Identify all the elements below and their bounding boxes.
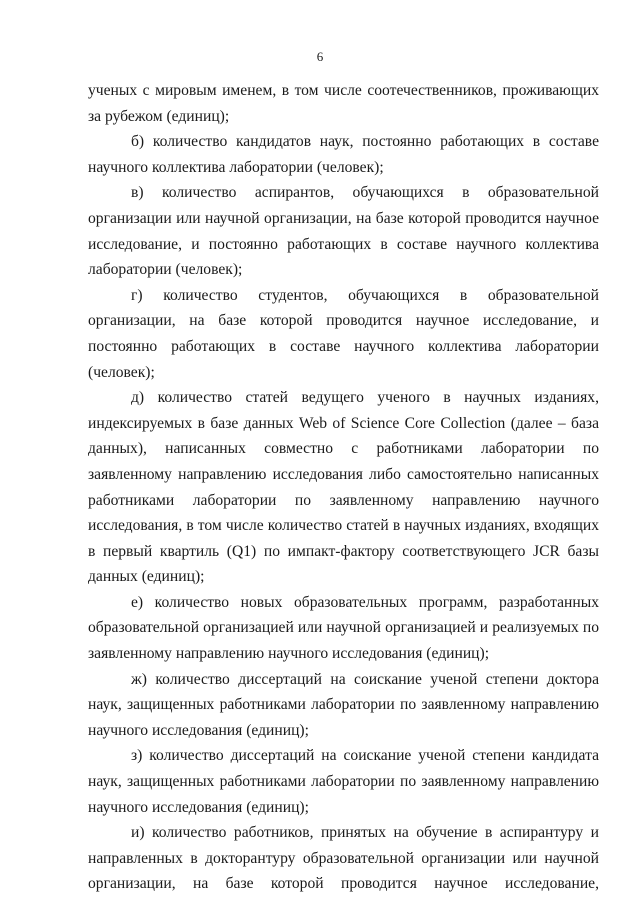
page-number: 6 [316, 49, 324, 64]
paragraph-item-zh: ж) количество диссертаций на соискание ученой степени доктора наук, защищенных работниками лаборатории по заявленному направлению научного исследования (единиц); [88, 670, 599, 739]
paragraph-item-i: и) количество работников, принятых на обучение в аспирантуру и направленных в докторантуру образовательной организации или научной организации, на базе которой проводится научное исследование, [88, 824, 599, 893]
paragraph-continuation: ученых с мировым именем, в том числе соотечественников, проживающих за рубежом (единиц); [88, 82, 599, 125]
paragraph-item-d: д) количество статей ведущего ученого в научных изданиях, индексируемых в базе данных Web of Science Core Collection (далее – база данных), написанных совместно с работниками лаборатории по заявленному направлению исследования либо самостоятельно написанных работниками лаборатории по заявленному направлению научного исследования, в том числе количество статей в научных изданиях, входящих в первый квартиль (Q1) по импакт-фактору соответствующего JCR базы данных (единиц); [88, 389, 599, 586]
document-body [88, 78, 599, 897]
paragraph-item-e: е) количество новых образовательных программ, разработанных образовательной организацией или научной организацией и реализуемых по заявленному направлению научного исследования (единиц); [88, 593, 599, 663]
paragraph-item-g: г) количество студентов, обучающихся в образовательной организации, на базе которой проводится научное исследование, и постоянно работающих в составе научного коллектива лаборатории (человек); [88, 286, 599, 381]
paragraph-item-z: з) количество диссертаций на соискание ученой степени кандидата наук, защищенных работниками лаборатории по заявленному направлению научного исследования (единиц); [88, 747, 599, 816]
paragraph-item-v: в) количество аспирантов, обучающихся в образовательной организации или научной организации, на базе которой проводится научное исследование, и постоянно работающих в составе научного коллектива лаборатории (человек); [88, 184, 599, 279]
paragraph-item-b: б) количество кандидатов наук, постоянно работающих в составе научного коллектива лаборатории (человек); [88, 133, 599, 176]
